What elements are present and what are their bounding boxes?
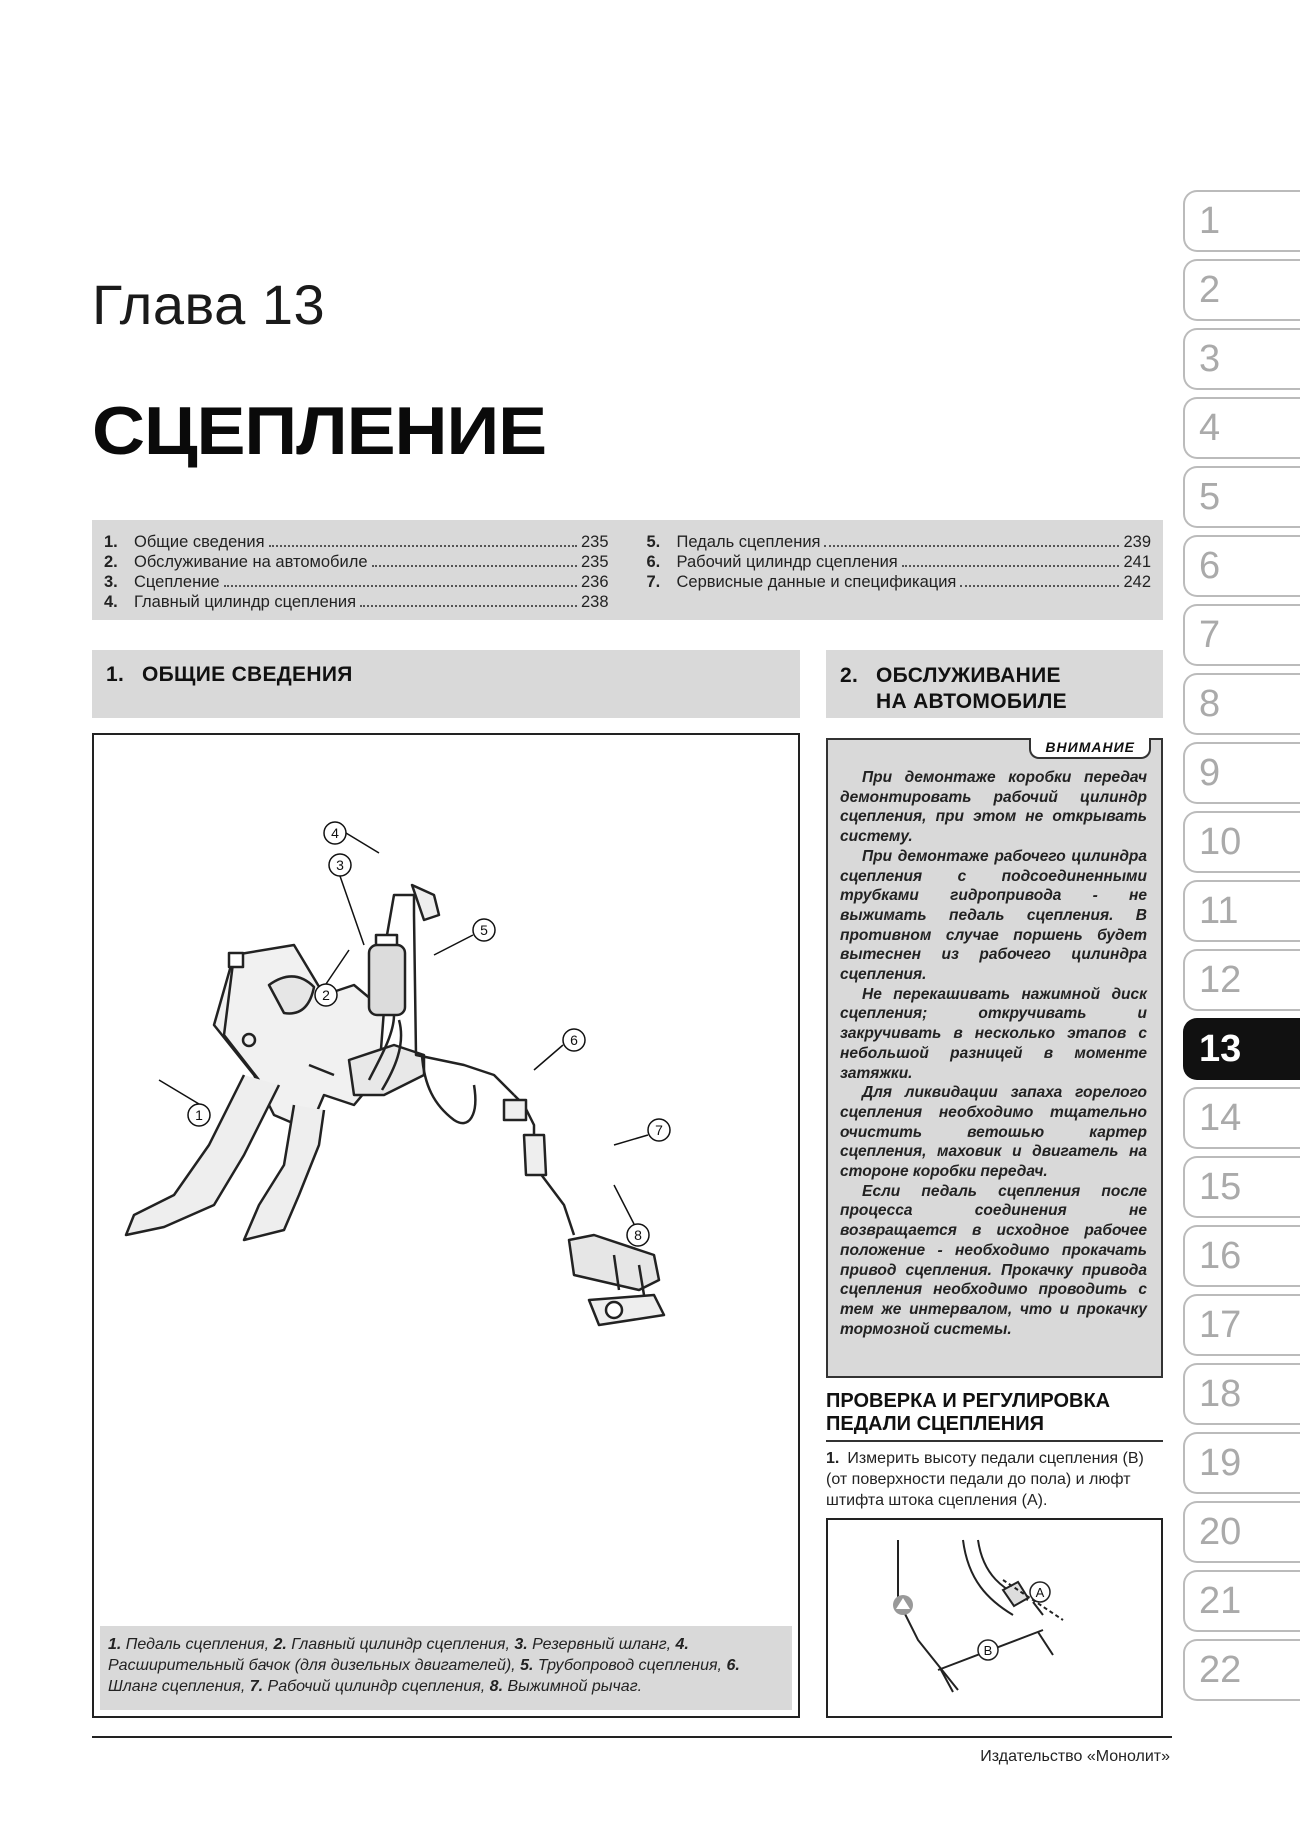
caption-num: 5. — [520, 1657, 534, 1674]
toc-leader — [824, 545, 1119, 547]
chapter-tab[interactable] — [1183, 1087, 1300, 1149]
toc-leader — [902, 565, 1120, 567]
warning-box — [826, 738, 1163, 1378]
chapter-title: СЦЕПЛЕНИЕ — [92, 393, 547, 469]
tab-label: 16 — [1199, 1235, 1242, 1277]
caption-num: 7. — [249, 1678, 264, 1695]
chapter-tab[interactable] — [1183, 673, 1300, 735]
caption-num: 2. — [273, 1636, 287, 1653]
figure-caption — [100, 1626, 792, 1710]
section-number: 1. — [106, 663, 125, 686]
chapter-tab-active[interactable] — [1183, 1018, 1300, 1080]
chapter-tab[interactable] — [1183, 880, 1300, 942]
toc-left-column — [104, 532, 609, 620]
toc-text: Обслуживание на автомобиле — [134, 553, 368, 571]
chapter-tab[interactable] — [1183, 1639, 1300, 1701]
chapter-tab[interactable] — [1183, 1570, 1300, 1632]
caption-text: Выжимной рычаг. — [507, 1678, 643, 1695]
dimension-label-b: B — [983, 1643, 993, 1658]
tab-label: 9 — [1199, 752, 1221, 794]
toc-page: 236 — [580, 573, 609, 591]
toc-num: 3. — [104, 573, 118, 591]
toc-num: 2. — [104, 553, 118, 571]
chapter-tab[interactable] — [1183, 535, 1300, 597]
toc-page: 239 — [1123, 533, 1151, 551]
caption-text: Резервный шланг, — [532, 1636, 672, 1653]
chapter-tab[interactable] — [1183, 190, 1300, 252]
caption-text: Шланг сцепления, — [108, 1678, 246, 1695]
chapter-tab[interactable] — [1183, 949, 1300, 1011]
warning-paragraph: При демонтаже коробки передач демонтировать рабочий цилиндр сцепления, при этом не открывать систему. — [840, 769, 1147, 846]
section-title-line1: ОБСЛУЖИВАНИЕ — [876, 664, 1061, 687]
tab-label: 17 — [1199, 1304, 1242, 1346]
subsection-title-line2: ПЕДАЛИ СЦЕПЛЕНИЯ — [826, 1413, 1044, 1435]
tab-label: 3 — [1199, 338, 1221, 380]
dimension-label-a: A — [1035, 1585, 1045, 1600]
caption-text: Рабочий цилиндр сцепления, — [267, 1678, 486, 1695]
clutch-system-diagram — [94, 735, 798, 1625]
callout-label: 5 — [480, 922, 488, 938]
tab-label: 13 — [1199, 1028, 1242, 1070]
callout-label: 6 — [570, 1032, 578, 1048]
toc-num: 1. — [104, 533, 118, 551]
toc-page: 242 — [1123, 573, 1151, 591]
tab-label: 12 — [1199, 959, 1242, 1001]
toc-leader — [960, 585, 1119, 587]
step-number: 1. — [826, 1450, 840, 1467]
toc-leader — [360, 605, 577, 607]
toc-text: Педаль сцепления — [676, 533, 821, 551]
toc-leader — [224, 585, 577, 587]
tab-label: 21 — [1199, 1580, 1242, 1622]
warning-paragraph: При демонтаже рабочего цилиндра сцепления с подсоединенными трубками гидропривода - не выжимать педаль сцепления. В противном случае поршень будет вытеснен из рабочего цилиндра сцепления. — [840, 847, 1147, 984]
toc-item[interactable] — [104, 572, 609, 592]
step-text: Измерить высоту педали сцепления (B) (от поверхности педали до пола) и люфт штифта штока сцепления (А). — [826, 1450, 1144, 1509]
chapter-tab[interactable] — [1183, 1501, 1300, 1563]
toc-text: Рабочий цилиндр сцепления — [676, 553, 898, 571]
tab-label: 11 — [1199, 890, 1239, 932]
procedure-step — [826, 1448, 1163, 1511]
callout-label: 8 — [634, 1227, 642, 1243]
tab-label: 22 — [1199, 1649, 1242, 1691]
chapter-tab[interactable] — [1183, 811, 1300, 873]
chapter-tab[interactable] — [1183, 1225, 1300, 1287]
toc-text: Общие сведения — [134, 533, 265, 551]
section-2-heading — [826, 650, 1163, 718]
warning-paragraph: Не перекашивать нажимной диск сцепления; откручивать и закручивать в несколько этапов с небольшой разницей в моменте затяжки. — [840, 985, 1147, 1082]
chapter-tab[interactable] — [1183, 1294, 1300, 1356]
chapter-tabs — [1183, 190, 1300, 1708]
warning-paragraph: Если педаль сцепления после процесса соединения не возвращается в исходное рабочее положение - необходимо прокачать привод сцепления. Прокачку привода сцепления необходимо проводить с тем же интервалом, что и прокачку тормозной системы. — [840, 1182, 1147, 1338]
tab-label: 8 — [1199, 683, 1221, 725]
toc-leader — [269, 545, 577, 547]
toc-item[interactable] — [104, 552, 609, 572]
pedal-measurement-figure — [826, 1518, 1163, 1718]
footer-rule — [92, 1736, 1172, 1738]
toc-item[interactable] — [647, 552, 1152, 572]
toc-num: 4. — [104, 593, 118, 611]
chapter-tab[interactable] — [1183, 742, 1300, 804]
toc-num: 7. — [646, 573, 661, 591]
caption-text: Педаль сцепления, — [125, 1636, 270, 1653]
chapter-tab[interactable] — [1183, 1363, 1300, 1425]
chapter-tab[interactable] — [1183, 1432, 1300, 1494]
callout-label: 2 — [322, 987, 330, 1003]
clutch-system-figure — [92, 733, 800, 1718]
caption-num: 1. — [108, 1636, 122, 1653]
warning-badge: ВНИМАНИЕ — [1029, 738, 1151, 759]
toc-page: 235 — [580, 553, 609, 571]
caption-text: Расширительный бачок (для дизельных двигателей), — [108, 1657, 516, 1674]
caption-num: 6. — [726, 1657, 740, 1674]
chapter-tab[interactable] — [1183, 328, 1300, 390]
pedal-measurement-diagram — [828, 1520, 1161, 1716]
toc-item[interactable] — [104, 592, 609, 612]
toc-item[interactable] — [647, 532, 1152, 552]
caption-text: Трубопровод сцепления, — [537, 1657, 722, 1674]
callout-label: 1 — [195, 1107, 203, 1123]
publisher-logo-icon — [893, 1595, 913, 1615]
tab-label: 4 — [1199, 407, 1221, 449]
toc-item[interactable] — [647, 572, 1152, 592]
toc-page: 238 — [580, 593, 609, 611]
toc-num: 5. — [646, 533, 661, 551]
section-1-heading — [92, 650, 800, 718]
tab-label: 10 — [1199, 821, 1242, 863]
tab-label: 1 — [1199, 200, 1221, 242]
warning-paragraph: Для ликвидации запаха горелого сцепления необходимо тщательно очистить ветошью картер сцепления, маховик и двигатель на стороне коробки передач. — [840, 1084, 1147, 1181]
callout-label: 4 — [331, 825, 339, 841]
tab-label: 20 — [1199, 1511, 1242, 1553]
toc-item[interactable] — [104, 532, 609, 552]
toc-text: Сервисные данные и спецификация — [676, 573, 957, 591]
chapter-tab[interactable] — [1183, 259, 1300, 321]
toc-page: 241 — [1123, 553, 1151, 571]
section-title: ОБЩИЕ СВЕДЕНИЯ — [142, 663, 353, 686]
callout-label: 7 — [655, 1122, 663, 1138]
tab-label: 18 — [1199, 1373, 1242, 1415]
tab-label: 2 — [1199, 269, 1221, 311]
tab-label: 6 — [1199, 545, 1221, 587]
caption-num: 3. — [514, 1636, 528, 1653]
toc-text: Главный цилиндр сцепления — [134, 593, 357, 611]
table-of-contents — [92, 520, 1163, 620]
toc-page: 235 — [580, 533, 609, 551]
tab-label: 14 — [1199, 1097, 1242, 1139]
toc-leader — [372, 565, 577, 567]
toc-right-column — [647, 532, 1152, 620]
publisher-name: Издательство «Монолит» — [980, 1748, 1170, 1765]
subsection-heading — [826, 1390, 1163, 1442]
toc-num: 6. — [646, 553, 661, 571]
toc-text: Сцепление — [134, 573, 220, 591]
tab-label: 7 — [1199, 614, 1221, 656]
chapter-tab[interactable] — [1183, 604, 1300, 666]
tab-label: 5 — [1199, 476, 1221, 518]
chapter-tab[interactable] — [1183, 397, 1300, 459]
caption-num: 8. — [489, 1678, 504, 1695]
tab-label: 19 — [1199, 1442, 1242, 1484]
callout-label: 3 — [336, 857, 344, 873]
caption-text: Главный цилиндр сцепления, — [291, 1636, 510, 1653]
caption-num: 4. — [675, 1636, 689, 1653]
section-title-line2: НА АВТОМОБИЛЕ — [876, 690, 1067, 713]
tab-label: 15 — [1199, 1166, 1242, 1208]
chapter-label: Глава 13 — [92, 273, 326, 336]
chapter-tab[interactable] — [1183, 466, 1300, 528]
chapter-tab[interactable] — [1183, 1156, 1300, 1218]
section-number: 2. — [840, 664, 859, 687]
subsection-title-line1: ПРОВЕРКА И РЕГУЛИРОВКА — [826, 1390, 1111, 1412]
